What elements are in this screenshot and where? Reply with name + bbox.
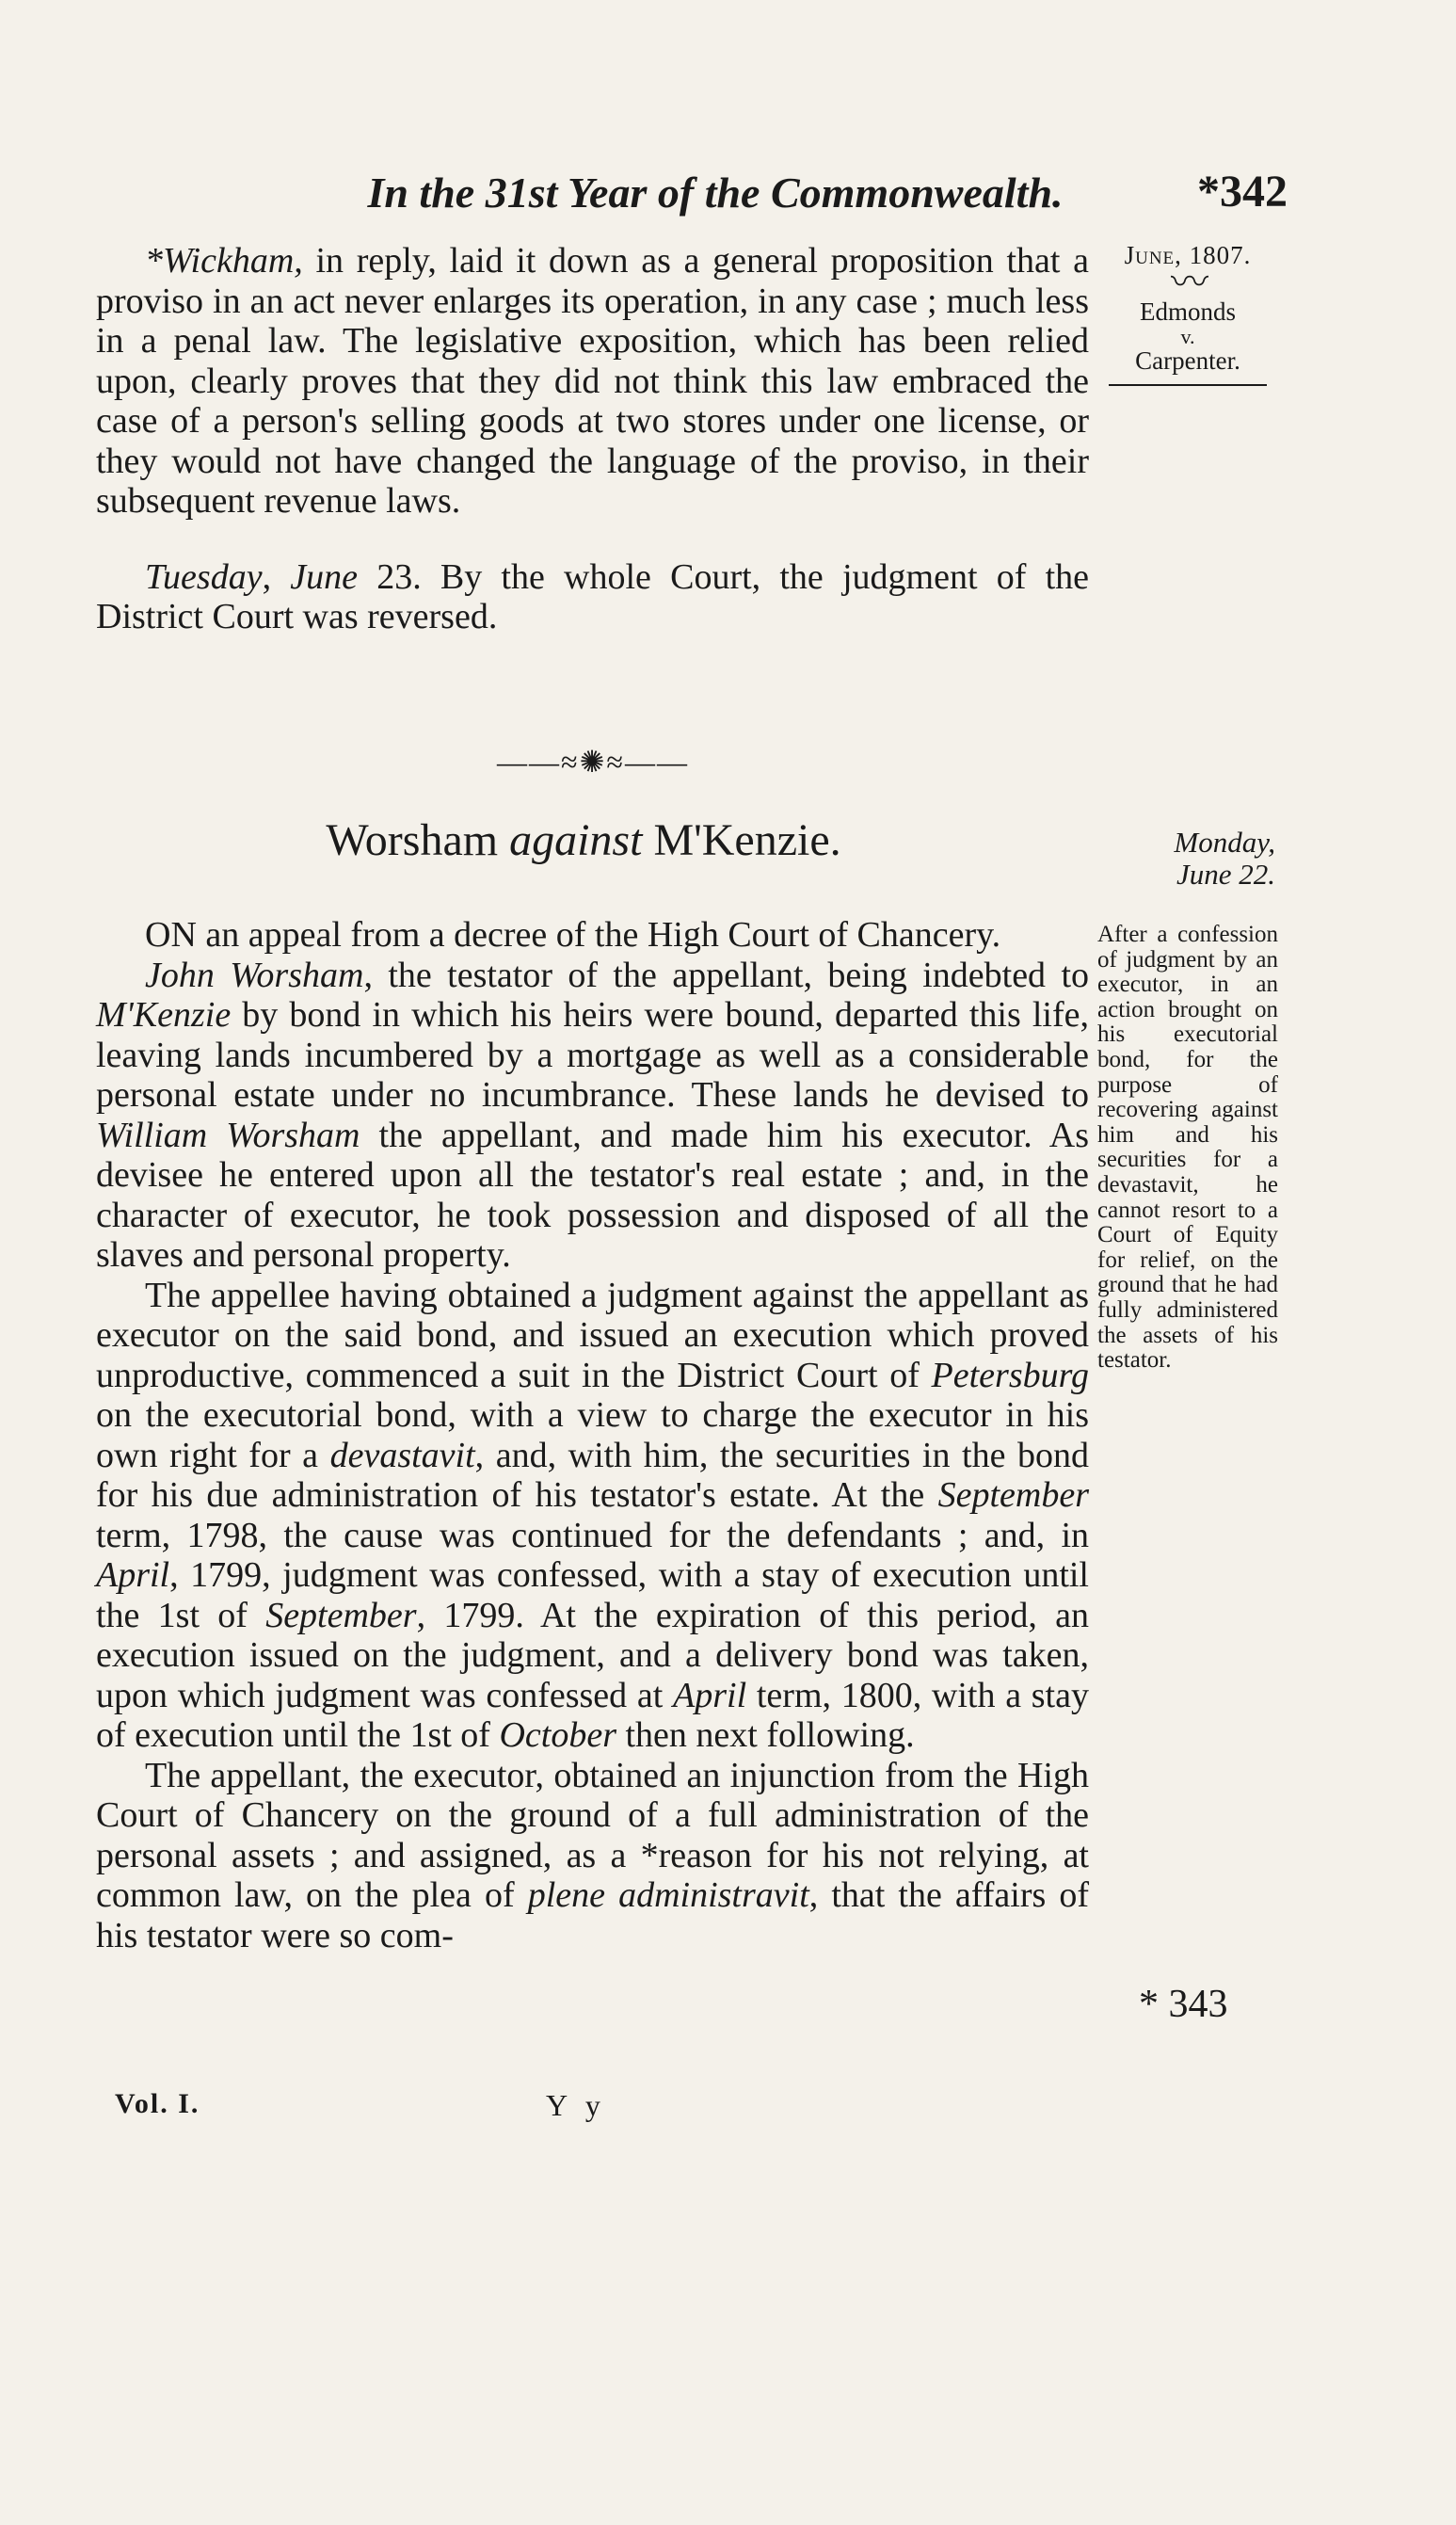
italic-run: John Worsham bbox=[145, 955, 364, 995]
text-run: , and, with him, the securities in the bond for his due administration of his testator's estate. At the bbox=[96, 1435, 1089, 1515]
star-page-marker: * 343 bbox=[1139, 1983, 1228, 2026]
text-run: on the executorial bond, with a view to charge the executor in his own right for a bbox=[96, 1395, 1089, 1475]
weekday: Tuesday bbox=[145, 556, 263, 597]
party2: M'Kenzie. bbox=[653, 815, 841, 865]
sidebar-case-box bbox=[1101, 243, 1274, 386]
against: against bbox=[509, 815, 643, 865]
text-run: , 1799. At the expiration of this period, an execution issued on the judgment, and a delivery bond was taken, upon which judgment was confessed at bbox=[96, 1595, 1089, 1715]
italic-run: April bbox=[96, 1555, 170, 1595]
italic-run: William Worsham bbox=[96, 1115, 360, 1155]
italic-run: Petersburg bbox=[931, 1355, 1089, 1395]
paragraph-2 bbox=[96, 956, 1089, 1276]
text-run: term, 1798, the cause was continued for the defendants ; and, in bbox=[96, 1515, 1089, 1555]
italic-run: devastavit bbox=[329, 1435, 475, 1475]
sidebar-date: June, 1807. bbox=[1124, 241, 1252, 269]
sidebar-party1: Edmonds bbox=[1139, 297, 1236, 326]
text-run: , that the affairs of his testator were so com- bbox=[96, 1875, 1089, 1955]
text-run: The appellant, the executor, obtained an injunction from the High Court of Chancery on the ground of a full administration of the personal assets ; and assigned, as a *reason for his not relying, at common law, on the plea of bbox=[96, 1755, 1089, 1915]
paragraph-1: ON an appeal from a decree of the High Court of Chancery. bbox=[145, 915, 1001, 955]
text-run: then next following. bbox=[616, 1715, 915, 1755]
sidebar-rule bbox=[1109, 384, 1267, 386]
counsel-name: *Wickham, bbox=[145, 241, 303, 281]
case-body bbox=[96, 915, 1089, 1955]
italic-run: October bbox=[499, 1715, 616, 1755]
flourish-icon: 〰 bbox=[1171, 260, 1205, 303]
italic-run: September bbox=[937, 1475, 1089, 1515]
headnote: After a confession of judgment by an executor, in an action brought on his executorial bond, for the purpose of recovering against him and his securities for a devastavit, he cannot resort to a Court of Equity for relief, on the ground that he had fully administered the assets of his testator. bbox=[1097, 922, 1278, 1374]
case-date bbox=[1111, 827, 1275, 891]
paragraph-text: in reply, laid it down as a general proposition that a proviso in an act never enlarges its operation, in any case ; much less in a penal law. The legislative exposition, which has been relied upon, clearly proves that they did not think this law embraced the case of a person's selling goods at two stores under one license, or they would not have changed the language of the proviso, in their subsequent revenue laws. bbox=[96, 241, 1089, 521]
paragraph-reply bbox=[96, 241, 1089, 522]
text-run: , 1799, judgment was confessed, with a stay of execution until the 1st of bbox=[96, 1555, 1089, 1635]
sidebar-versus: v. bbox=[1180, 324, 1195, 348]
case-day: Monday, bbox=[1174, 826, 1275, 859]
paragraph-judgment: Tuesday, June 23. By the whole Court, the judgment of the District Court was reversed. bbox=[96, 556, 1090, 636]
footer-volume: Vol. I. bbox=[115, 2088, 200, 2119]
page-number: *342 bbox=[1197, 167, 1288, 217]
text-run: the appellant, and made him his executor. As devisee he entered upon all the testator's real estate ; and, in the character of executor, he took possession and disposed of all the slaves and personal property. bbox=[96, 1115, 1089, 1275]
case-title bbox=[245, 814, 922, 866]
paragraph-4 bbox=[96, 1756, 1089, 1956]
paragraph-3 bbox=[96, 1276, 1089, 1756]
case-date-value: June 22. bbox=[1176, 858, 1275, 891]
paragraph-text: 23. By the whole Court, the judgment of the District Court was reversed. bbox=[96, 556, 1090, 636]
text-run: by bond in which his heirs were bound, departed this life, leaving lands incumbered by a mortgage as well as a considerable personal estate under no incumbrance. These lands he devised to bbox=[96, 995, 1089, 1115]
sidebar-party2: Carpenter. bbox=[1135, 346, 1240, 375]
text-run: , the testator of the appellant, being indebted to bbox=[363, 955, 1090, 995]
text-run: term, 1800, with a stay of execution until the 1st of bbox=[96, 1675, 1089, 1755]
ornament-divider: ——≈✺≈—— bbox=[497, 745, 689, 779]
date-month: June bbox=[290, 556, 358, 597]
footer-signature: Y y bbox=[546, 2088, 606, 2122]
text-run: The appellee having obtained a judgment against the appellant as executor on the said bond, and issued an execution which proved unproductive, commenced a suit in the District Court of bbox=[96, 1275, 1089, 1395]
party1: Worsham bbox=[326, 815, 499, 865]
italic-run: plene administravit bbox=[527, 1875, 809, 1915]
italic-run: April bbox=[673, 1675, 747, 1715]
italic-run: M'Kenzie bbox=[96, 995, 232, 1035]
prev-case-text bbox=[96, 241, 1089, 637]
running-head: In the 31st Year of the Commonwealth. bbox=[367, 169, 1064, 217]
italic-run: September bbox=[265, 1595, 417, 1635]
